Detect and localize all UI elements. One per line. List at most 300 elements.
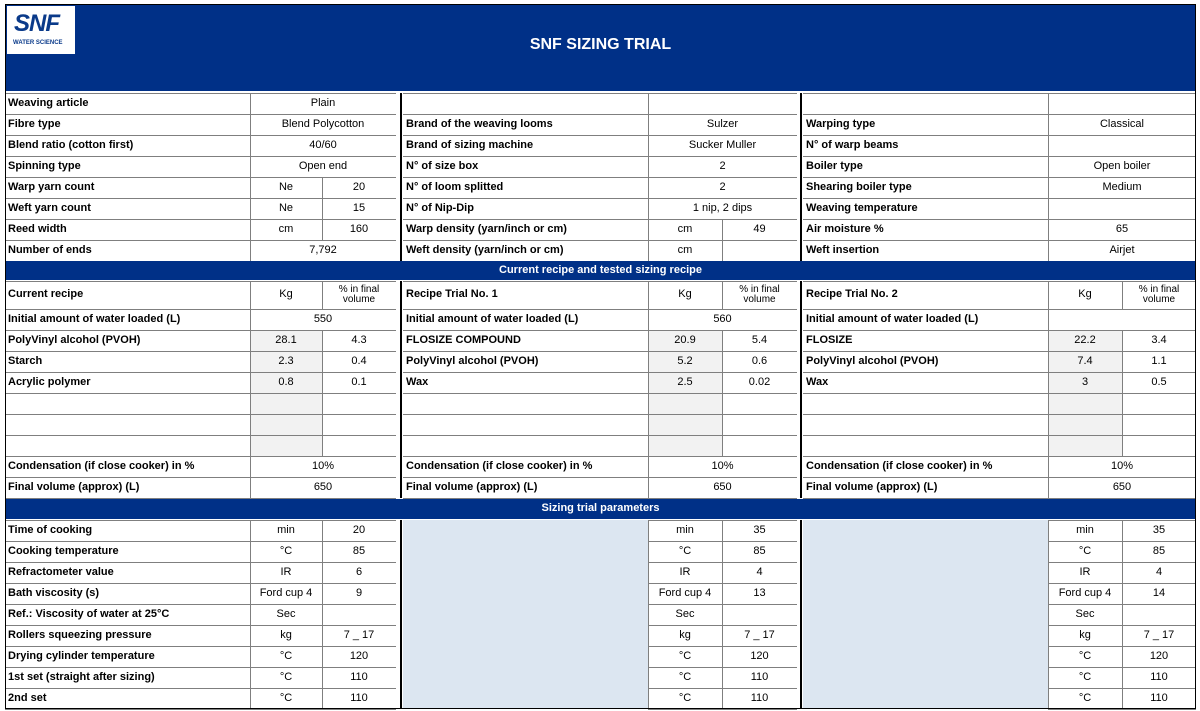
ingredient-name: PolyVinyl alcohol (PVOH) bbox=[806, 354, 939, 367]
water-value[interactable]: 550 bbox=[313, 312, 333, 325]
grid-line bbox=[1122, 562, 1123, 583]
grid-line bbox=[322, 414, 323, 435]
parameter-value[interactable]: 14 bbox=[1152, 586, 1166, 599]
info-value[interactable]: Medium bbox=[1102, 180, 1142, 193]
info-label: Warp yarn count bbox=[8, 180, 95, 193]
ingredient-kg[interactable]: 28.1 bbox=[250, 330, 322, 351]
parameter-value[interactable]: 110 bbox=[350, 670, 368, 683]
grid-line bbox=[648, 541, 649, 562]
info-label: Spinning type bbox=[8, 159, 81, 172]
info-label bbox=[403, 93, 648, 114]
ingredient-name: Acrylic polymer bbox=[8, 375, 91, 388]
parameter-unit: Sec bbox=[276, 607, 296, 620]
grid-line bbox=[5, 604, 396, 605]
grid-line bbox=[1048, 625, 1049, 646]
info-value[interactable] bbox=[1048, 135, 1196, 156]
parameter-value[interactable]: 85 bbox=[352, 544, 366, 557]
grid-line bbox=[648, 583, 797, 584]
grid-line bbox=[1048, 562, 1196, 563]
ingredient-percent: 1.1 bbox=[1151, 354, 1167, 367]
parameter-value[interactable]: 7 _ 17 bbox=[343, 628, 375, 641]
parameter-unit: °C bbox=[678, 544, 692, 557]
section-title-parameters: Sizing trial parameters bbox=[5, 499, 1196, 519]
recipe-title: Recipe Trial No. 1 bbox=[406, 288, 498, 301]
grid-line bbox=[322, 351, 323, 372]
grid-line bbox=[1048, 562, 1049, 583]
grid-line bbox=[722, 414, 723, 435]
grid-line bbox=[322, 177, 323, 198]
info-value[interactable]: Blend Polycotton bbox=[281, 117, 365, 130]
ingredient-kg[interactable]: 20.9 bbox=[648, 330, 722, 351]
grid-line bbox=[5, 93, 396, 94]
parameter-value[interactable]: 110 bbox=[750, 670, 769, 683]
grid-line bbox=[648, 625, 797, 626]
grid-line bbox=[803, 309, 1196, 310]
logo-subtext: WATER SCIENCE bbox=[13, 40, 63, 46]
group-separator bbox=[400, 520, 402, 709]
info-value[interactable] bbox=[1048, 198, 1196, 219]
ingredient-kg[interactable]: 0.8 bbox=[250, 372, 322, 393]
ingredient-kg[interactable]: 3 bbox=[1048, 372, 1122, 393]
parameter-value[interactable]: 120 bbox=[1149, 649, 1169, 662]
info-unit: Ne bbox=[278, 180, 294, 193]
grid-line bbox=[250, 688, 251, 709]
grid-line bbox=[322, 688, 323, 709]
grid-line bbox=[1048, 667, 1049, 688]
grid-line bbox=[403, 456, 797, 457]
water-value[interactable]: 560 bbox=[713, 312, 732, 325]
ingredient-name bbox=[5, 393, 250, 414]
grid-line bbox=[5, 414, 396, 415]
parameter-unit: Ford cup 4 bbox=[259, 586, 313, 599]
parameter-value[interactable]: 13 bbox=[753, 586, 766, 599]
info-value[interactable]: 20 bbox=[352, 180, 366, 193]
info-label: N° of loom splitted bbox=[406, 180, 504, 193]
parameter-unit: IR bbox=[679, 565, 691, 578]
parameter-value[interactable]: 110 bbox=[1150, 691, 1168, 704]
grid-line bbox=[5, 281, 396, 282]
ingredient-kg[interactable] bbox=[1048, 393, 1122, 414]
info-value[interactable] bbox=[722, 240, 797, 261]
condensation-value[interactable]: 10% bbox=[1110, 459, 1134, 472]
ingredient-percent: 0.5 bbox=[1151, 375, 1167, 388]
percent-column-header: % in final volume bbox=[338, 283, 380, 305]
grid-line bbox=[1122, 604, 1123, 625]
water-value[interactable] bbox=[1048, 309, 1196, 330]
parameter-unit: °C bbox=[1078, 649, 1092, 662]
final-volume-value[interactable]: 650 bbox=[713, 480, 732, 493]
parameter-unit: IR bbox=[280, 565, 292, 578]
parameter-unit: °C bbox=[1078, 691, 1092, 704]
water-label: Initial amount of water loaded (L) bbox=[806, 312, 979, 325]
ingredient-name: FLOSIZE COMPOUND bbox=[406, 333, 521, 346]
ingredient-name bbox=[803, 414, 1048, 435]
grid-line bbox=[648, 477, 649, 498]
info-label: Brand of the weaving looms bbox=[406, 117, 553, 130]
ingredient-kg[interactable] bbox=[1048, 414, 1122, 435]
parameter-unit: °C bbox=[279, 691, 293, 704]
parameter-value[interactable] bbox=[1122, 604, 1196, 625]
final-volume-label: Final volume (approx) (L) bbox=[8, 480, 140, 493]
grid-line bbox=[648, 456, 649, 477]
parameter-value[interactable]: 120 bbox=[750, 649, 769, 662]
grid-line bbox=[1048, 520, 1196, 521]
grid-line bbox=[322, 435, 323, 456]
parameter-unit: kg bbox=[1079, 628, 1091, 641]
kg-column-header: Kg bbox=[279, 288, 293, 301]
grid-line bbox=[803, 393, 1196, 394]
grid-line bbox=[648, 625, 649, 646]
parameter-unit: °C bbox=[678, 670, 692, 683]
ingredient-name bbox=[803, 435, 1048, 456]
info-label: Air moisture % bbox=[806, 222, 884, 235]
parameter-value[interactable]: 4 bbox=[756, 565, 763, 578]
info-value[interactable]: Plain bbox=[310, 96, 336, 109]
grid-line bbox=[1048, 541, 1196, 542]
parameter-value[interactable]: 85 bbox=[1152, 544, 1166, 557]
grid-line bbox=[648, 414, 649, 435]
grid-line bbox=[5, 372, 396, 373]
grid-line bbox=[1122, 414, 1123, 435]
grid-line bbox=[722, 219, 723, 240]
grid-line bbox=[1122, 393, 1123, 414]
grid-line bbox=[1122, 541, 1123, 562]
parameter-value[interactable]: 35 bbox=[1152, 523, 1166, 536]
grid-line bbox=[250, 435, 251, 456]
grid-line bbox=[1122, 372, 1123, 393]
parameter-value[interactable]: 110 bbox=[1150, 670, 1168, 683]
ingredient-percent bbox=[322, 414, 396, 435]
grid-line bbox=[250, 541, 251, 562]
grid-line bbox=[250, 667, 251, 688]
info-label: Weft density (yarn/inch or cm) bbox=[406, 243, 564, 256]
ingredient-percent bbox=[722, 435, 797, 456]
grid-line bbox=[722, 281, 723, 309]
parameter-unit: °C bbox=[1078, 544, 1092, 557]
grid-line bbox=[1048, 667, 1196, 668]
info-unit: cm bbox=[677, 243, 693, 256]
condensation-value[interactable]: 10% bbox=[311, 459, 335, 472]
info-value[interactable]: 40/60 bbox=[309, 138, 337, 151]
parameter-label: Drying cylinder temperature bbox=[8, 649, 155, 662]
grid-line bbox=[1048, 456, 1049, 477]
ingredient-name bbox=[803, 393, 1048, 414]
grid-line bbox=[5, 646, 396, 647]
grid-line bbox=[648, 351, 649, 372]
kg-column-header: Kg bbox=[1078, 288, 1092, 301]
logo-text: SNF bbox=[14, 10, 59, 37]
info-value[interactable]: Sucker Muller bbox=[688, 138, 757, 151]
ingredient-percent: 0.02 bbox=[748, 375, 771, 388]
grid-line bbox=[403, 351, 797, 352]
info-label: Weft yarn count bbox=[8, 201, 91, 214]
info-value[interactable]: 49 bbox=[753, 222, 766, 235]
grid-line bbox=[648, 562, 797, 563]
grid-line bbox=[1048, 688, 1196, 689]
group-separator bbox=[400, 93, 402, 261]
ingredient-percent: 0.1 bbox=[351, 375, 367, 388]
grid-line bbox=[648, 435, 649, 456]
info-label: Weaving article bbox=[8, 96, 89, 109]
grid-line bbox=[1048, 393, 1049, 414]
grid-line bbox=[1048, 604, 1196, 605]
grid-line bbox=[250, 351, 251, 372]
parameter-value[interactable]: 110 bbox=[350, 691, 368, 704]
grid-line bbox=[403, 414, 797, 415]
ingredient-percent: 0.6 bbox=[751, 354, 768, 367]
grid-line bbox=[250, 372, 251, 393]
grid-line bbox=[5, 456, 396, 457]
final-volume-label: Final volume (approx) (L) bbox=[806, 480, 938, 493]
grid-line bbox=[648, 541, 797, 542]
grid-line bbox=[322, 667, 323, 688]
ingredient-percent bbox=[722, 393, 797, 414]
parameter-unit: °C bbox=[1078, 670, 1092, 683]
grid-line bbox=[5, 541, 396, 542]
grid-line bbox=[722, 667, 723, 688]
parameter-value[interactable]: 110 bbox=[750, 691, 769, 704]
grid-line bbox=[648, 330, 649, 351]
group-separator bbox=[800, 520, 802, 709]
info-value[interactable]: 2 bbox=[719, 159, 726, 172]
grid-line bbox=[648, 309, 649, 330]
ingredient-kg[interactable] bbox=[648, 393, 722, 414]
ingredient-name: PolyVinyl alcohol (PVOH) bbox=[8, 333, 141, 346]
ingredient-kg[interactable] bbox=[648, 414, 722, 435]
parameter-value[interactable]: 6 bbox=[355, 565, 363, 578]
info-value[interactable]: 7,792 bbox=[309, 243, 337, 256]
parameter-unit: IR bbox=[1079, 565, 1091, 578]
grid-line bbox=[722, 330, 723, 351]
condensation-label: Condensation (if close cooker) in % bbox=[406, 459, 593, 472]
grid-line bbox=[1122, 520, 1123, 541]
grid-line bbox=[1048, 281, 1049, 309]
ingredient-kg[interactable]: 2.3 bbox=[250, 351, 322, 372]
ingredient-kg[interactable] bbox=[250, 435, 322, 456]
water-label: Initial amount of water loaded (L) bbox=[8, 312, 181, 325]
grid-line bbox=[648, 393, 649, 414]
info-label: Blend ratio (cotton first) bbox=[8, 138, 134, 151]
parameter-unit: min bbox=[676, 523, 694, 536]
ingredient-kg[interactable]: 5.2 bbox=[648, 351, 722, 372]
info-value[interactable]: 1 nip, 2 dips bbox=[692, 201, 753, 214]
grid-line bbox=[250, 604, 251, 625]
grid-line bbox=[322, 583, 323, 604]
grid-line bbox=[648, 688, 649, 709]
grid-line bbox=[1122, 625, 1123, 646]
grid-line bbox=[722, 688, 723, 709]
parameter-unit: °C bbox=[279, 670, 293, 683]
info-value[interactable]: Classical bbox=[1099, 117, 1144, 130]
grid-line bbox=[722, 562, 723, 583]
info-value[interactable] bbox=[648, 93, 797, 114]
ingredient-name: Starch bbox=[8, 354, 43, 367]
parameter-label: Ref.: Viscosity of water at 25°C bbox=[8, 607, 170, 620]
grid-line bbox=[648, 667, 797, 668]
parameter-value[interactable] bbox=[722, 604, 797, 625]
grid-line bbox=[803, 281, 1196, 282]
grid-line bbox=[722, 604, 723, 625]
parameter-value[interactable]: 85 bbox=[753, 544, 766, 557]
parameter-value[interactable]: 7 _ 17 bbox=[744, 628, 775, 641]
grid-line bbox=[1048, 414, 1049, 435]
ingredient-percent bbox=[722, 414, 797, 435]
info-unit: cm bbox=[677, 222, 693, 235]
parameter-label: 2nd set bbox=[8, 691, 47, 704]
ingredient-percent: 5.4 bbox=[751, 333, 768, 346]
info-value[interactable]: Airjet bbox=[1109, 243, 1135, 256]
condensation-value[interactable]: 10% bbox=[711, 459, 734, 472]
parameter-value[interactable]: 4 bbox=[1155, 565, 1163, 578]
grid-line bbox=[403, 435, 797, 436]
grid-line bbox=[250, 281, 251, 309]
grid-line bbox=[648, 604, 797, 605]
grid-line bbox=[322, 520, 323, 541]
ingredient-kg[interactable]: 7.4 bbox=[1048, 351, 1122, 372]
info-value[interactable]: Open end bbox=[298, 159, 348, 172]
water-label: Initial amount of water loaded (L) bbox=[406, 312, 579, 325]
parameter-value[interactable]: 120 bbox=[349, 649, 369, 662]
grid-line bbox=[1048, 583, 1196, 584]
grid-line bbox=[250, 562, 251, 583]
ingredient-kg[interactable]: 22.2 bbox=[1048, 330, 1122, 351]
parameter-value[interactable]: 20 bbox=[352, 523, 366, 536]
grid-line bbox=[322, 541, 323, 562]
grid-line bbox=[803, 435, 1196, 436]
ingredient-name: Wax bbox=[406, 375, 429, 388]
ingredient-kg[interactable] bbox=[250, 393, 322, 414]
grid-line bbox=[1048, 625, 1196, 626]
grid-line bbox=[403, 281, 797, 282]
grid-line bbox=[5, 477, 396, 478]
info-label bbox=[803, 93, 1048, 114]
grid-line bbox=[722, 351, 723, 372]
grid-line bbox=[1122, 688, 1123, 709]
grid-line bbox=[250, 646, 251, 667]
grid-line bbox=[250, 520, 251, 541]
grid-line bbox=[5, 583, 396, 584]
grid-line bbox=[1048, 435, 1049, 456]
ingredient-percent: 0.4 bbox=[351, 354, 367, 367]
grid-line bbox=[1122, 646, 1123, 667]
grid-line bbox=[722, 240, 723, 261]
parameter-value[interactable]: 9 bbox=[355, 586, 363, 599]
grid-line bbox=[5, 435, 396, 436]
grid-line bbox=[1122, 583, 1123, 604]
grid-line bbox=[648, 646, 797, 647]
grid-line bbox=[803, 477, 1196, 478]
parameter-value[interactable]: 7 _ 17 bbox=[1143, 628, 1175, 641]
ingredient-percent bbox=[322, 435, 396, 456]
parameter-value[interactable] bbox=[322, 604, 396, 625]
ingredient-kg[interactable] bbox=[1048, 435, 1122, 456]
ingredient-percent bbox=[1122, 414, 1196, 435]
page-title: SNF SIZING TRIAL bbox=[529, 36, 672, 53]
grid-line bbox=[648, 520, 649, 541]
recipe-title: Current recipe bbox=[8, 288, 84, 301]
grid-line bbox=[1122, 667, 1123, 688]
grid-line bbox=[403, 477, 797, 478]
info-value[interactable]: Sulzer bbox=[706, 117, 739, 130]
section-title-recipes: Current recipe and tested sizing recipe bbox=[5, 261, 1196, 280]
info-label: N° of Nip-Dip bbox=[406, 201, 474, 214]
grid-line bbox=[250, 414, 251, 435]
grid-line bbox=[803, 351, 1196, 352]
info-label: Number of ends bbox=[8, 243, 92, 256]
grid-line bbox=[322, 330, 323, 351]
grid-line bbox=[803, 372, 1196, 373]
sizing-trial-sheet bbox=[5, 4, 1196, 711]
info-value[interactable]: 15 bbox=[352, 201, 366, 214]
parameter-unit: °C bbox=[279, 544, 293, 557]
ingredient-kg[interactable] bbox=[250, 414, 322, 435]
ingredient-name bbox=[403, 393, 648, 414]
ingredient-percent bbox=[322, 393, 396, 414]
info-label: Weaving temperature bbox=[806, 201, 918, 214]
grid-line bbox=[250, 456, 251, 477]
grid-line bbox=[722, 372, 723, 393]
grid-line bbox=[722, 646, 723, 667]
final-volume-value[interactable]: 650 bbox=[313, 480, 333, 493]
ingredient-name bbox=[403, 414, 648, 435]
parameter-unit: °C bbox=[678, 691, 692, 704]
parameter-unit: Ford cup 4 bbox=[1058, 586, 1112, 599]
parameter-value[interactable]: 35 bbox=[753, 523, 766, 536]
final-volume-value[interactable]: 650 bbox=[1112, 480, 1132, 493]
info-label: Warp density (yarn/inch or cm) bbox=[406, 222, 567, 235]
blank-parameter-panel bbox=[403, 520, 648, 709]
condensation-label: Condensation (if close cooker) in % bbox=[8, 459, 195, 472]
grid-line bbox=[322, 219, 323, 240]
info-value[interactable]: 160 bbox=[349, 222, 369, 235]
grid-line bbox=[250, 330, 251, 351]
kg-column-header: Kg bbox=[678, 288, 692, 301]
grid-line bbox=[1048, 646, 1196, 647]
info-value[interactable]: Open boiler bbox=[1093, 159, 1151, 172]
grid-line bbox=[322, 604, 323, 625]
grid-line bbox=[1048, 330, 1049, 351]
grid-line bbox=[5, 562, 396, 563]
parameter-unit: °C bbox=[678, 649, 692, 662]
info-value[interactable]: 65 bbox=[1115, 222, 1129, 235]
info-value[interactable]: 2 bbox=[719, 180, 726, 193]
grid-line bbox=[5, 330, 396, 331]
grid-line bbox=[403, 330, 797, 331]
ingredient-kg[interactable] bbox=[648, 435, 722, 456]
grid-line bbox=[322, 281, 323, 309]
info-label: N° of size box bbox=[406, 159, 479, 172]
grid-line bbox=[403, 309, 797, 310]
group-separator bbox=[800, 281, 802, 498]
parameter-unit: kg bbox=[679, 628, 691, 641]
grid-line bbox=[1048, 309, 1049, 330]
ingredient-name bbox=[403, 435, 648, 456]
grid-line bbox=[1048, 520, 1049, 541]
grid-line bbox=[322, 625, 323, 646]
grid-line bbox=[1048, 604, 1049, 625]
ingredient-name: FLOSIZE bbox=[806, 333, 853, 346]
ingredient-percent: 3.4 bbox=[1151, 333, 1167, 346]
info-value[interactable] bbox=[1048, 93, 1196, 114]
final-volume-label: Final volume (approx) (L) bbox=[406, 480, 538, 493]
grid-line bbox=[803, 414, 1196, 415]
parameter-label: Time of cooking bbox=[8, 523, 93, 536]
grid-line bbox=[403, 93, 797, 94]
grid-line bbox=[648, 520, 797, 521]
ingredient-kg[interactable]: 2.5 bbox=[648, 372, 722, 393]
ingredient-percent: 4.3 bbox=[351, 333, 367, 346]
parameter-unit: Sec bbox=[675, 607, 695, 620]
